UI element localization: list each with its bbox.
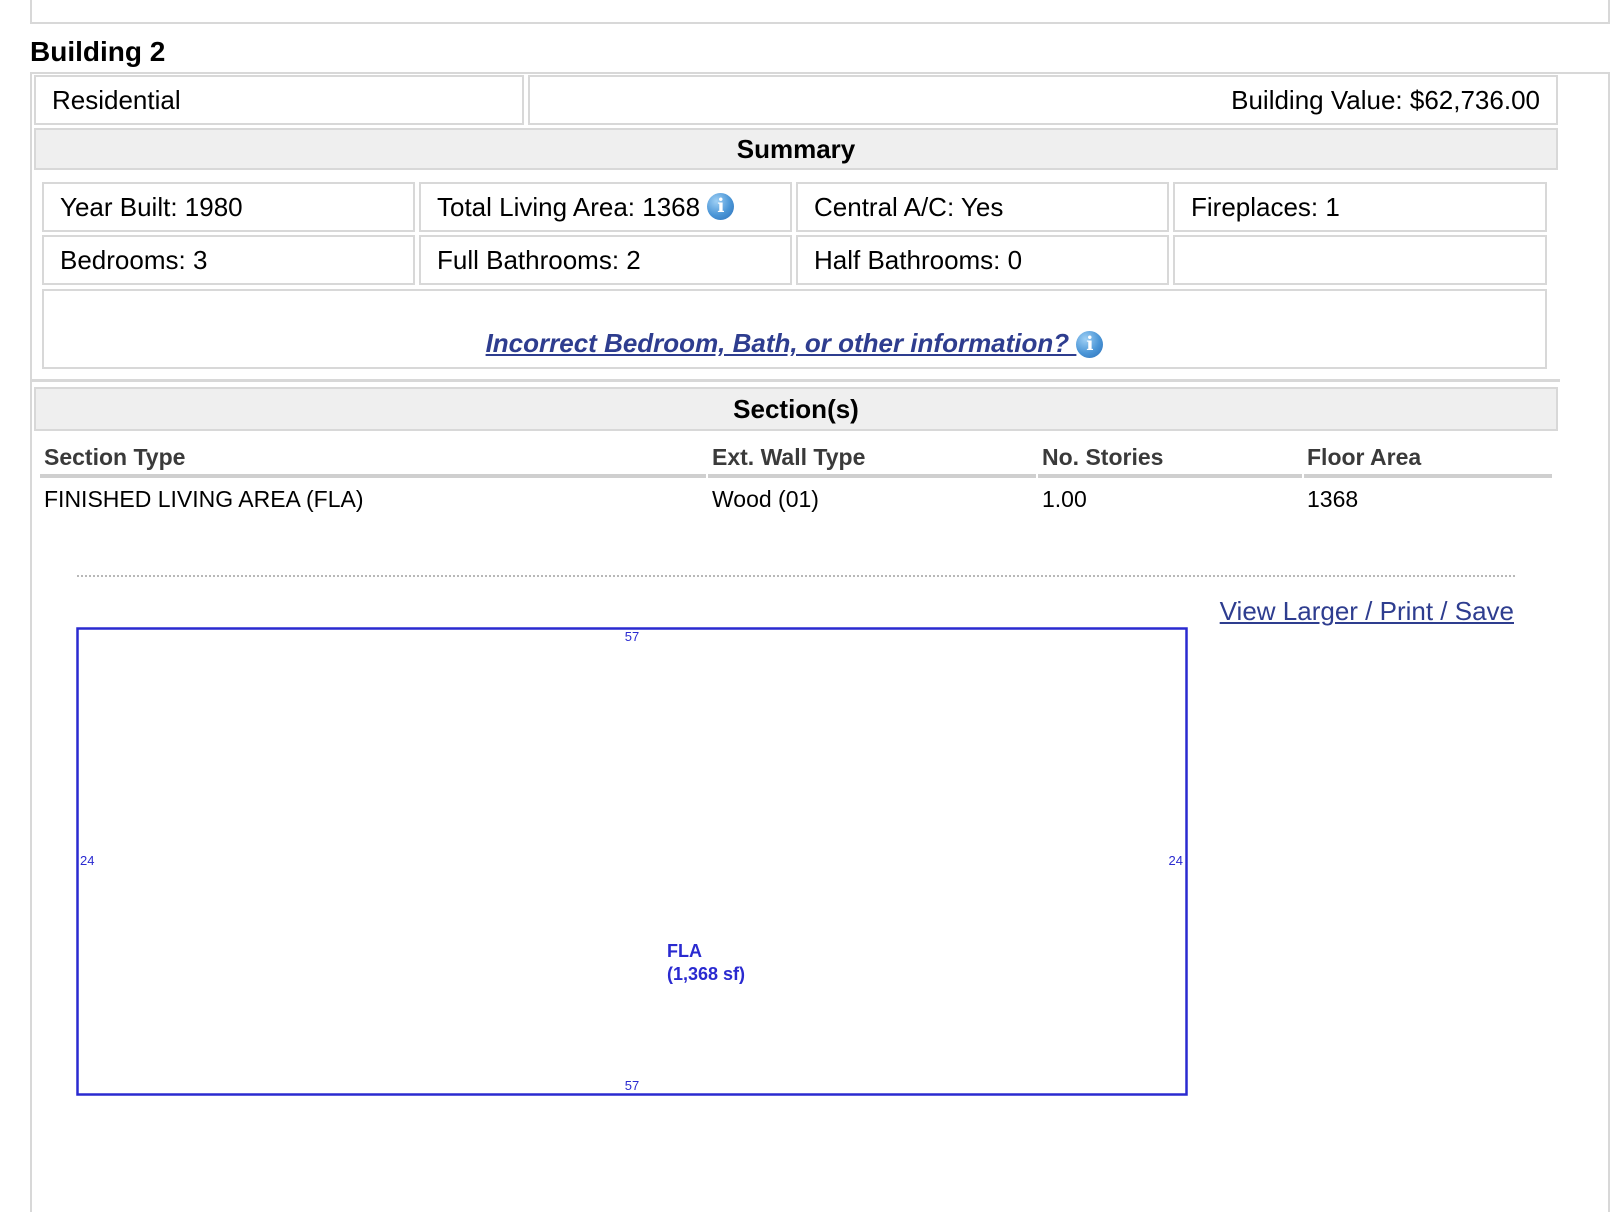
info-icon[interactable]: i bbox=[707, 193, 734, 220]
building-title: Building 2 bbox=[30, 36, 166, 67]
total-living-area-cell bbox=[419, 182, 792, 232]
building-value-cell bbox=[528, 75, 1558, 125]
floor-area-value: 1368 bbox=[1307, 486, 1359, 512]
right-dimension-label: 24 bbox=[1168, 853, 1183, 868]
column-header-floor-area: Floor Area bbox=[1307, 444, 1422, 470]
column-header-section-type: Section Type bbox=[44, 444, 186, 470]
top-dimension-label: 57 bbox=[624, 629, 640, 644]
no-stories-value: 1.00 bbox=[1042, 486, 1087, 512]
sketch-outline bbox=[78, 629, 1187, 1095]
column-rule bbox=[40, 474, 706, 478]
previous-building-frame bbox=[30, 0, 1610, 24]
fireplaces: Fireplaces: 1 bbox=[1191, 192, 1340, 222]
year-built: Year Built: 1980 bbox=[60, 192, 243, 222]
area-code-label: FLA bbox=[667, 941, 702, 961]
incorrect-info-link[interactable]: Incorrect Bedroom, Bath, or other information? bbox=[485, 328, 1077, 358]
left-dimension-label: 24 bbox=[80, 853, 95, 868]
building-type: Residential bbox=[52, 85, 181, 115]
building-value: Building Value: $62,736.00 bbox=[1231, 85, 1540, 115]
sections-header: Section(s) bbox=[34, 387, 1558, 431]
column-rule bbox=[1304, 474, 1552, 478]
total-living-area: Total Living Area: 1368 bbox=[437, 192, 701, 222]
building-type-cell bbox=[34, 75, 524, 125]
ext-wall-type-value: Wood (01) bbox=[712, 486, 819, 512]
empty-cell bbox=[1173, 235, 1547, 285]
central-ac: Central A/C: Yes bbox=[814, 192, 1004, 222]
section-divider bbox=[30, 379, 1560, 382]
summary-header: Summary bbox=[34, 128, 1558, 170]
half-bathrooms-cell bbox=[796, 235, 1169, 285]
dotted-separator bbox=[77, 575, 1515, 577]
column-rule bbox=[708, 474, 1036, 478]
bedrooms-cell bbox=[42, 235, 415, 285]
half-bathrooms: Half Bathrooms: 0 bbox=[814, 245, 1023, 275]
report-info-cell bbox=[42, 289, 1547, 369]
area-size-label: (1,368 sf) bbox=[667, 964, 746, 984]
fireplaces-cell bbox=[1173, 182, 1547, 232]
year-built-cell bbox=[42, 182, 415, 232]
central-ac-cell bbox=[796, 182, 1169, 232]
column-rule bbox=[1038, 474, 1302, 478]
section-type-value: FINISHED LIVING AREA (FLA) bbox=[44, 486, 364, 512]
full-bathrooms: Full Bathrooms: 2 bbox=[437, 245, 641, 275]
building-sketch[interactable] bbox=[76, 627, 1190, 1099]
column-header-ext-wall-type: Ext. Wall Type bbox=[712, 444, 866, 470]
bottom-dimension-label: 57 bbox=[624, 1078, 640, 1093]
full-bathrooms-cell bbox=[419, 235, 792, 285]
column-header-no-stories: No. Stories bbox=[1042, 444, 1164, 470]
view-larger-print-save-link[interactable]: View Larger / Print / Save bbox=[1219, 596, 1514, 626]
info-icon[interactable]: i bbox=[1076, 331, 1103, 358]
bedrooms: Bedrooms: 3 bbox=[60, 245, 208, 275]
